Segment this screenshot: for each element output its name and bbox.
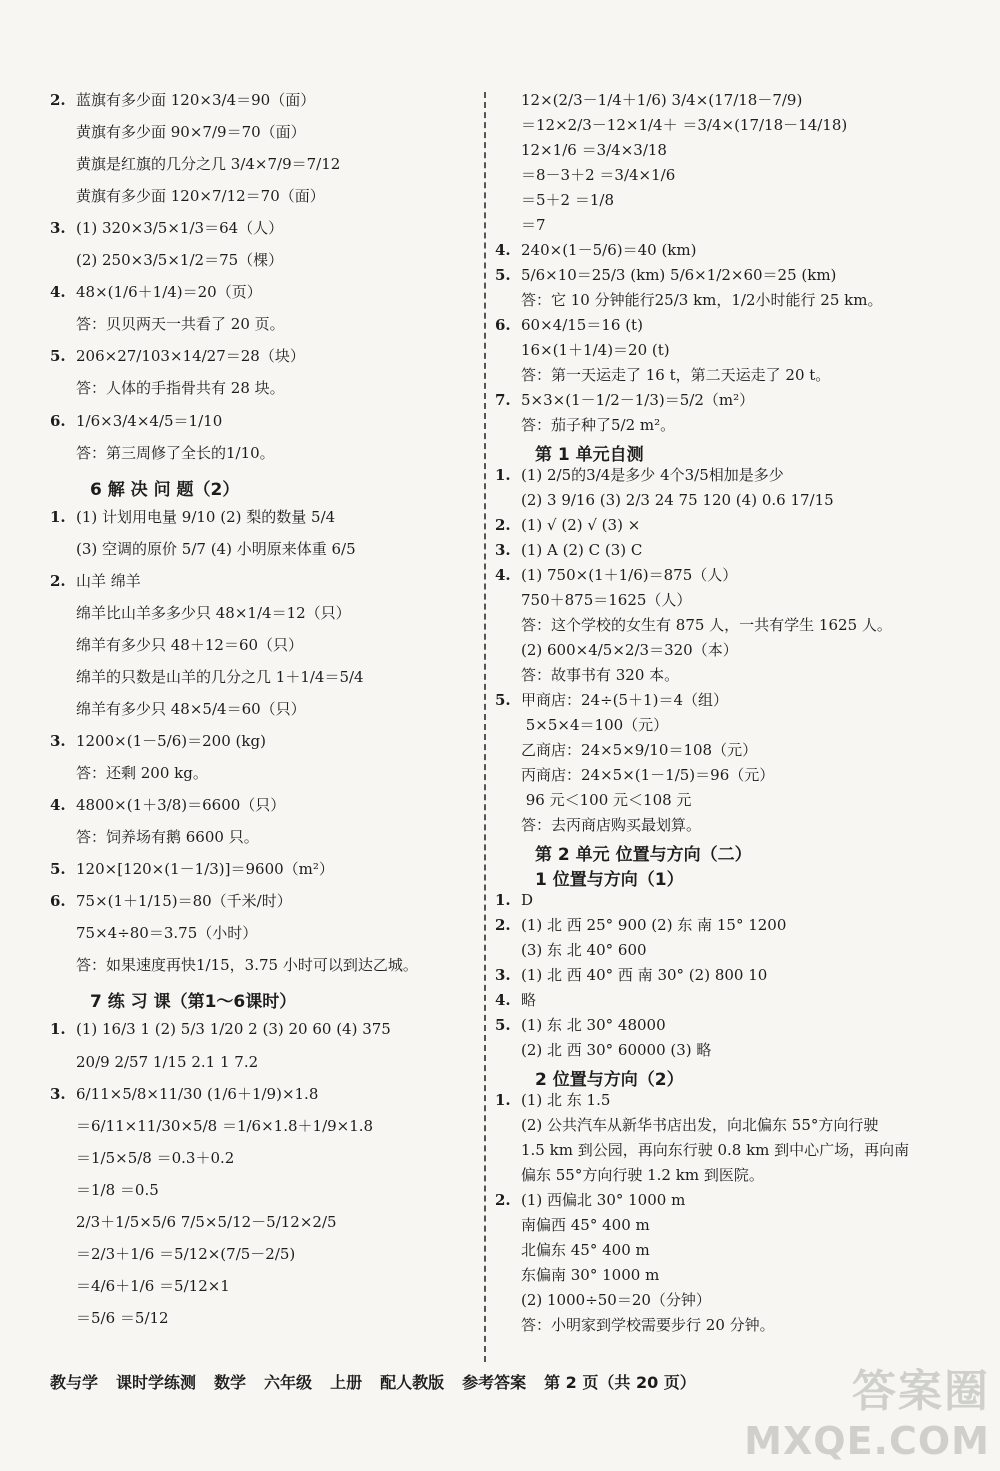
- answer-text: (1) 计划用电量 9/10 (2) 梨的数量 5/4: [76, 508, 336, 526]
- answer-line: [495, 890, 533, 910]
- question-number: 5.: [495, 691, 511, 709]
- answer-text: 120×[120×(1－1/3)]＝9600（m²）: [76, 860, 334, 878]
- question-number: 7.: [495, 391, 511, 409]
- answer-text: 黄旗是红旗的几分之几 3/4×7/9＝7/12: [76, 155, 341, 173]
- answer-text: 12×1/6 ＝3/4×3/18: [521, 141, 667, 159]
- answer-line: [495, 340, 670, 360]
- answer-line: [495, 1315, 775, 1335]
- answer-text: ＝5/6 ＝5/12: [76, 1309, 169, 1327]
- answer-text: 答：这个学校的女生有 875 人，一共有学生 1625 人。: [521, 616, 892, 634]
- answer-text: 黄旗有多少面 90×7/9＝70（面）: [76, 123, 306, 141]
- answer-line: [495, 1040, 711, 1060]
- answer-text: 750＋875＝1625（人）: [521, 591, 692, 609]
- answer-line: [495, 640, 738, 660]
- answer-text: (1) A (2) C (3) C: [521, 541, 643, 559]
- answer-line: [495, 1215, 650, 1235]
- answer-text: 乙商店：24×5×9/10＝108（元）: [521, 741, 758, 759]
- answer-line: [50, 923, 257, 943]
- answer-line: [50, 1180, 159, 1200]
- answer-line: [495, 190, 614, 210]
- answer-text: (1) 16/3 1 (2) 5/3 1/20 2 (3) 20 60 (4) 375: [76, 1020, 391, 1038]
- question-number: 2.: [495, 516, 511, 534]
- answer-text: 答：第一天运走了 16 t，第二天运走了 20 t。: [521, 366, 831, 384]
- answer-text: 6/11×5/8×11/30 (1/6＋1/9)×1.8: [76, 1085, 319, 1103]
- answer-line: [495, 1165, 764, 1185]
- question-number: 3.: [50, 1085, 66, 1103]
- watermark-url: MXQE.COM: [744, 1419, 990, 1463]
- answer-text: 48×(1/6＋1/4)＝20（页）: [76, 283, 262, 301]
- answer-line: [50, 1276, 230, 1296]
- answer-line: [50, 603, 351, 623]
- answer-text: 北偏东 45° 400 m: [521, 1241, 650, 1259]
- answer-text: (1) 320×3/5×1/3＝64（人）: [76, 219, 284, 237]
- answer-line: [495, 715, 668, 735]
- question-number: 6.: [50, 892, 66, 910]
- answer-line: [495, 590, 691, 610]
- answer-text: 答：人体的手指骨共有 28 块。: [76, 379, 285, 397]
- answer-line: [495, 815, 701, 835]
- answer-text: ＝5＋2 ＝1/8: [521, 191, 614, 209]
- answer-text: 75×4÷80＝3.75（小时）: [76, 924, 258, 942]
- answer-text: (3) 东 北 40° 600: [521, 941, 647, 959]
- answer-line: [495, 390, 754, 410]
- answer-text: 12×(2/3－1/4＋1/6) 3/4×(17/18－7/9): [521, 91, 803, 109]
- answer-text: 答：第三周修了全长的1/10。: [76, 444, 275, 462]
- answer-line: [50, 1308, 169, 1328]
- answer-line: [495, 1115, 878, 1135]
- answer-line: [50, 314, 285, 334]
- answer-text: 20/9 2/57 1/15 2.1 1 7.2: [76, 1053, 259, 1071]
- question-number: 2.: [50, 91, 66, 109]
- section-heading: 1 位置与方向（1）: [535, 870, 684, 890]
- answer-line: [50, 1148, 234, 1168]
- answer-line: [50, 827, 259, 847]
- answer-line: [50, 955, 418, 975]
- answer-line: [495, 1015, 666, 1035]
- answer-line: [495, 615, 892, 635]
- question-number: 4.: [50, 796, 66, 814]
- answer-line: [495, 990, 536, 1010]
- answer-text: (2) 公共汽车从新华书店出发，向北偏东 55°方向行驶: [521, 1116, 879, 1134]
- answer-text: (2) 600×4/5×2/3＝320（本）: [521, 641, 738, 659]
- answer-line: [50, 154, 340, 174]
- footer-item: 六年级: [264, 1373, 313, 1392]
- column-divider: [484, 92, 486, 1362]
- answer-text: 5×3×(1－1/2－1/3)＝5/2（m²）: [521, 391, 755, 409]
- answer-text: (1) 北 西 40° 西 南 30° (2) 800 10: [521, 966, 768, 984]
- section-heading: 2 位置与方向（2）: [535, 1070, 684, 1090]
- question-number: 5.: [495, 1016, 511, 1034]
- answer-text: 蓝旗有多少面 120×3/4＝90（面）: [76, 91, 316, 109]
- answer-line: [50, 250, 283, 270]
- answer-text: 240×(1－5/6)＝40 (km): [521, 241, 697, 259]
- answer-text: (1) 2/5的3/4是多少 4个3/5相加是多少: [521, 466, 784, 484]
- answer-text: 75×(1＋1/15)＝80（千米/时）: [76, 892, 292, 910]
- answer-line: [495, 365, 830, 385]
- answer-line: [495, 515, 640, 535]
- answer-text: 答：还剩 200 kg。: [76, 764, 208, 782]
- answer-text: ＝2/3＋1/6 ＝5/12×(7/5－2/5): [76, 1245, 296, 1263]
- answer-text: ＝4/6＋1/6 ＝5/12×1: [76, 1277, 230, 1295]
- answer-line: [495, 1140, 909, 1160]
- footer-item: 第 2 页（共 20 页）: [544, 1373, 696, 1392]
- question-number: 5.: [50, 860, 66, 878]
- answer-line: [50, 1052, 258, 1072]
- answer-text: 东偏南 30° 1000 m: [521, 1266, 660, 1284]
- answer-line: [50, 218, 283, 238]
- answer-text: 答：去丙商店购买最划算。: [521, 816, 702, 834]
- answer-text: ＝1/5×5/8 ＝0.3＋0.2: [76, 1149, 235, 1167]
- answer-text: 绵羊有多少只 48＋12＝60（只）: [76, 636, 304, 654]
- question-number: 3.: [50, 732, 66, 750]
- answer-text: 丙商店：24×5×(1－1/5)＝96（元）: [521, 766, 775, 784]
- question-number: 4.: [495, 241, 511, 259]
- footer-item: 配人教版: [380, 1373, 445, 1392]
- answer-line: [50, 571, 141, 591]
- answer-line: [50, 507, 335, 527]
- question-number: 1.: [495, 891, 511, 909]
- answer-line: [495, 1090, 610, 1110]
- answer-line: [495, 1290, 711, 1310]
- footer-item: 数学: [214, 1373, 247, 1392]
- answer-text: 1/6×3/4×4/5＝1/10: [76, 412, 223, 430]
- answer-line: [50, 1244, 295, 1264]
- footer-item: 教与学: [50, 1373, 99, 1392]
- question-number: 2.: [50, 572, 66, 590]
- question-number: 3.: [495, 541, 511, 559]
- question-number: 1.: [495, 1091, 511, 1109]
- answer-text: (2) 3 9/16 (3) 2/3 24 75 120 (4) 0.6 17/15: [521, 491, 834, 509]
- answer-text: 2/3＋1/5×5/6 7/5×5/12－5/12×2/5: [76, 1213, 337, 1231]
- question-number: 2.: [495, 1191, 511, 1209]
- answer-text: 1.5 km 到公园，再向东行驶 0.8 km 到中心广场，再向南: [521, 1141, 910, 1159]
- answer-text: 答：它 10 分钟能行25/3 km，1/2小时能行 25 km。: [521, 291, 883, 309]
- answer-line: [495, 315, 643, 335]
- answer-line: [50, 763, 208, 783]
- answer-line: [495, 115, 847, 135]
- answer-line: [495, 90, 802, 110]
- question-number: 6.: [495, 316, 511, 334]
- answer-line: [50, 699, 306, 719]
- answer-line: [495, 165, 675, 185]
- answer-text: 答：故事书有 320 本。: [521, 666, 680, 684]
- answer-text: 96 元＜100 元＜108 元: [521, 791, 692, 809]
- footer-item: 上册: [330, 1373, 363, 1392]
- answer-line: [50, 1116, 373, 1136]
- answer-text: ＝8－3＋2 ＝3/4×1/6: [521, 166, 676, 184]
- answer-text: (2) 1000÷50＝20（分钟）: [521, 1291, 711, 1309]
- answer-line: [50, 282, 262, 302]
- question-number: 3.: [50, 219, 66, 237]
- answer-text: 绵羊的只数是山羊的几分之几 1＋1/4＝5/4: [76, 668, 364, 686]
- watermark-logo: [744, 1355, 990, 1463]
- answer-line: [495, 940, 647, 960]
- answer-line: [495, 915, 786, 935]
- question-number: 6.: [50, 412, 66, 430]
- answer-text: 答：贝贝两天一共看了 20 页。: [76, 315, 285, 333]
- answer-line: [50, 731, 266, 751]
- section-heading: 第 2 单元 位置与方向（二）: [535, 845, 752, 865]
- answer-line: [495, 965, 767, 985]
- answer-line: [495, 765, 774, 785]
- answer-line: [495, 740, 757, 760]
- answer-line: [495, 140, 667, 160]
- answer-text: (2) 250×3/5×1/2＝75（棵）: [76, 251, 284, 269]
- question-number: 2.: [495, 916, 511, 934]
- answer-text: 南偏西 45° 400 m: [521, 1216, 650, 1234]
- answer-line: [50, 346, 305, 366]
- footer-item: 课时学练测: [116, 1373, 197, 1392]
- answer-line: [50, 1084, 318, 1104]
- answer-text: (1) 北 东 1.5: [521, 1091, 611, 1109]
- answer-line: [495, 540, 642, 560]
- answer-text: 1200×(1－5/6)＝200 (kg): [76, 732, 266, 750]
- answer-text: (1) 东 北 30° 48000: [521, 1016, 666, 1034]
- answer-text: 206×27/103×14/27＝28（块）: [76, 347, 305, 365]
- answer-text: 60×4/15＝16 (t): [521, 316, 643, 334]
- question-number: 5.: [495, 266, 511, 284]
- answer-line: [50, 635, 303, 655]
- answer-text: ＝12×2/3－12×1/4＋ ＝3/4×(17/18－14/18): [521, 116, 848, 134]
- footer-item: 参考答案: [462, 1373, 527, 1392]
- answer-line: [50, 122, 306, 142]
- answer-text: (1) 750×(1＋1/6)＝875（人）: [521, 566, 738, 584]
- answer-line: [495, 490, 834, 510]
- answer-line: [495, 290, 882, 310]
- answer-text: 5×5×4＝100（元）: [521, 716, 669, 734]
- answer-line: [50, 795, 285, 815]
- answer-text: (3) 空调的原价 5/7 (4) 小明原来体重 6/5: [76, 540, 356, 558]
- answer-text: (2) 北 西 30° 60000 (3) 略: [521, 1041, 712, 1059]
- answer-line: [495, 415, 675, 435]
- answer-line: [50, 891, 292, 911]
- answer-line: [495, 1265, 659, 1285]
- question-number: 1.: [50, 1020, 66, 1038]
- answer-line: [495, 690, 728, 710]
- answer-text: 绵羊比山羊多多少只 48×1/4＝12（只）: [76, 604, 351, 622]
- answer-line: [495, 665, 679, 685]
- question-number: 4.: [495, 566, 511, 584]
- answer-line: [50, 667, 364, 687]
- answer-line: [50, 859, 334, 879]
- answer-line: [50, 378, 285, 398]
- answer-text: ＝1/8 ＝0.5: [76, 1181, 159, 1199]
- answer-line: [50, 411, 222, 431]
- answer-text: 绵羊有多少只 48×5/4＝60（只）: [76, 700, 306, 718]
- question-number: 1.: [495, 466, 511, 484]
- answer-text: 4800×(1＋3/8)＝6600（只）: [76, 796, 286, 814]
- watermark-text: 答案圈: [852, 1366, 990, 1417]
- answer-text: 甲商店：24÷(5＋1)＝4（组）: [521, 691, 728, 709]
- answer-line: [50, 443, 275, 463]
- answer-text: (1) 北 西 25° 900 (2) 东 南 15° 1200: [521, 916, 787, 934]
- answer-text: 偏东 55°方向行驶 1.2 km 到医院。: [521, 1166, 764, 1184]
- answer-line: [495, 465, 784, 485]
- question-number: 3.: [495, 966, 511, 984]
- answer-line: [50, 539, 356, 559]
- answer-line: [495, 1240, 650, 1260]
- section-heading: 6 解 决 问 题（2）: [90, 480, 240, 500]
- answer-line: [495, 240, 696, 260]
- answer-text: 答：小明家到学校需要步行 20 分钟。: [521, 1316, 775, 1334]
- section-heading: 第 1 单元自测: [535, 445, 644, 465]
- answer-text: ＝6/11×11/30×5/8 ＝1/6×1.8＋1/9×1.8: [76, 1117, 374, 1135]
- answer-line: [495, 565, 737, 585]
- answer-text: 答：饲养场有鹅 6600 只。: [76, 828, 259, 846]
- answer-line: [50, 186, 325, 206]
- answer-text: 黄旗有多少面 120×7/12＝70（面）: [76, 187, 325, 205]
- answer-text: D: [521, 891, 534, 909]
- question-number: 5.: [50, 347, 66, 365]
- question-number: 4.: [495, 991, 511, 1009]
- answer-line: [50, 1019, 391, 1039]
- answer-line: [495, 790, 691, 810]
- answer-text: ＝7: [521, 216, 546, 234]
- question-number: 1.: [50, 508, 66, 526]
- answer-text: 略: [521, 991, 537, 1009]
- answer-line: [50, 90, 315, 110]
- answer-line: [495, 1190, 685, 1210]
- answer-text: 5/6×10＝25/3 (km) 5/6×1/2×60＝25 (km): [521, 266, 837, 284]
- answer-text: 山羊 绵羊: [76, 572, 141, 590]
- answer-text: 16×(1＋1/4)＝20 (t): [521, 341, 670, 359]
- section-heading: 7 练 习 课（第1～6课时）: [90, 992, 297, 1012]
- question-number: 4.: [50, 283, 66, 301]
- answer-text: (1) √ (2) √ (3) ×: [521, 516, 641, 534]
- answer-text: (1) 西偏北 30° 1000 m: [521, 1191, 686, 1209]
- answer-text: 答：茄子种了5/2 m²。: [521, 416, 676, 434]
- answer-text: 答：如果速度再快1/15，3.75 小时可以到达乙城。: [76, 956, 418, 974]
- answer-line: [495, 265, 836, 285]
- answer-line: [50, 1212, 337, 1232]
- answer-line: [495, 215, 546, 235]
